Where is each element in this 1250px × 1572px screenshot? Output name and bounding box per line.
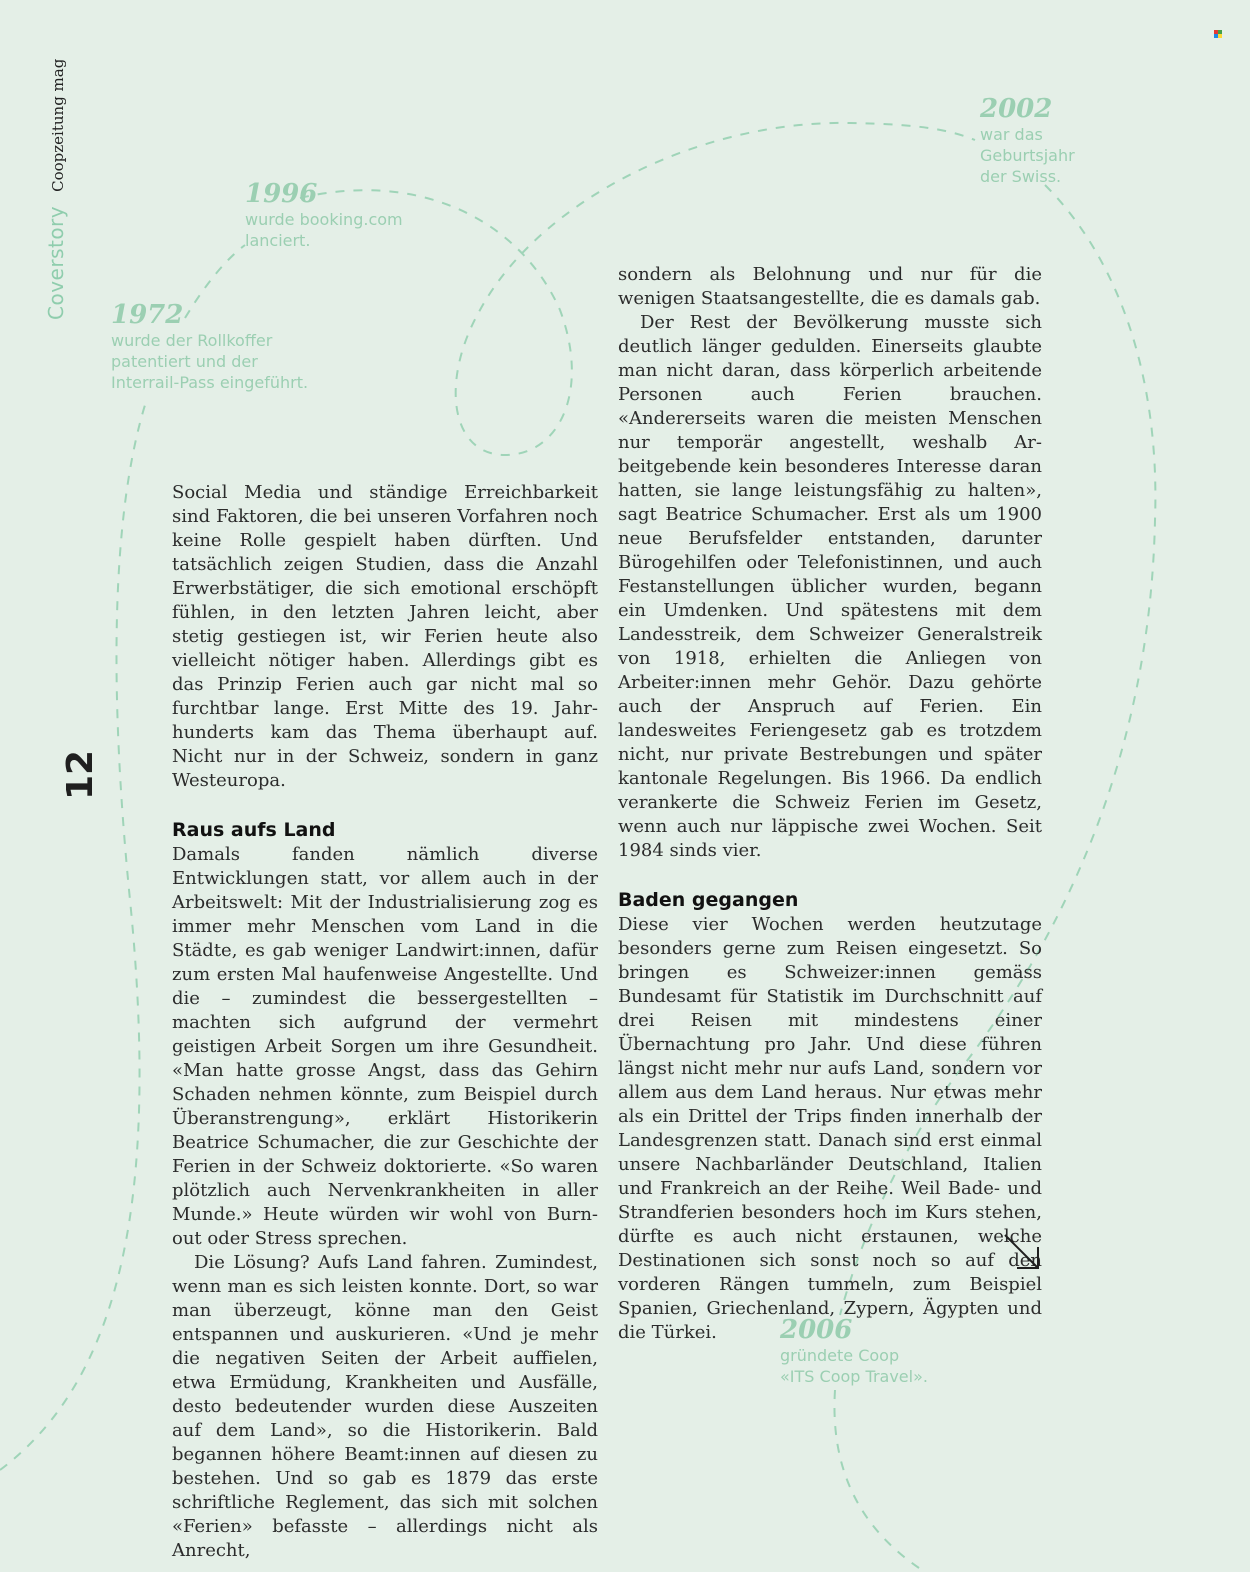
milestone-year: 1972 (111, 300, 184, 330)
article-column-left (172, 481, 598, 1563)
section-heading-baden-gegangen: Baden gegangen (618, 889, 799, 911)
milestone-2002 (980, 94, 1075, 187)
body-paragraph: Der Rest der Bevölkerung musste sich deutlich länger gedulden. Einerseits glaubte man nicht daran, dass körperlich arbeitende Personen auch Ferien brauchen. «Andererseits waren die meisten Menschen nur temporär angestellt, weshalb Arbeitgebende kein besonderes Interesse daran hatten, sie lange leistungsfähig zu halten», sagt Beatrice Schumacher. Erst als um 1900 neue Berufsfelder entstanden, darunter Bürogehilfen oder Telefonistinnen, und auch Festanstellungen üblicher wurden, begann ein Umdenken. Und spätestens mit dem Landesstreik, dem Schweizer Generalstreik von 1918, erhielten die Anliegen von Arbeiter:innen mehr Gehör. Dazu gehörte auch der Anspruch auf Ferien. Ein landesweites Feriengesetz gab es trotzdem nicht, nur private Bestrebungen und später kantonale Regelungen. Bis 1966. Da endlich verankerte die Schweiz Ferien im Gesetz, wenn auch nur läppische zwei Wochen. Seit 1984 sinds vier. (618, 312, 1042, 861)
body-paragraph: sondern als Belohnung und nur für die wenigen Staatsangestellte, die es damals gab. (618, 264, 1042, 309)
body-paragraph: Damals fanden nämlich diverse Entwicklungen statt, vor allem auch in der Arbeitswelt: Mit der Industrialisierung zog es immer mehr Menschen vom Land in die Städte, es gab weniger Landwirt:innen, dafür zum ersten Mal haufenweise Angestellte. Und die – zumindest die bessergestellten – machten sich aufgrund der vermehrt geistigen Arbeit Sorgen um ihre Gesundheit. «Man hatte grosse Angst, dass das Gehirn Schaden nehmen könnte, zum Beispiel durch Überanstrengung», erklärt Historikerin Beatrice Schumacher, die zur Geschichte der Ferien in der Schweiz doktorierte. «So waren plötzlich auch Nervenkrankheiten in aller Munde.» Heute würden wir wohl von Burn-out oder Stress sprechen. (172, 844, 598, 1249)
milestone-1972 (111, 300, 308, 393)
page-number: 12 (60, 749, 101, 800)
milestone-year: 1996 (245, 179, 318, 209)
arrow-down-right-icon (1003, 1233, 1041, 1271)
milestone-text: gründete Coop «ITS Coop Travel». (780, 1346, 928, 1386)
print-color-mark (1214, 30, 1222, 38)
milestone-year: 2006 (780, 1315, 853, 1345)
body-paragraph: Die Lösung? Aufs Land fahren. Zumindest, wenn man es sich leisten konnte. Dort, so war man überzeugt, könne man den Geist entspannen und auskurieren. «Und je mehr die negativen Seiten der Arbeit auffielen, etwa Ermüdung, Krankheiten und Ausfälle, desto bedeutender wurden diese Auszeiten auf dem Land», so die Historikerin. Bald begannen höhere Beamt:innen auf diesen zu bestehen. Und so gab es 1879 das erste schriftliche Reglement, das sich mit solchen «Ferien» befasste – allerdings nicht als Anrecht, (172, 1252, 598, 1561)
magazine-name: Coopzeitung mag (49, 58, 67, 192)
milestone-1996 (245, 179, 403, 251)
body-paragraph: Diese vier Wochen werden heutzutage besonders gerne zum Reisen eingesetzt. So bringen es Schweizer:innen gemäss Bundesamt für Statistik im Durchschnitt auf drei Reisen mit mindestens einer Übernachtung pro Jahr. Und diese führen längst nicht mehr nur aufs Land, sondern vor allem aus dem Land heraus. Nur etwas mehr als ein Drittel der Trips finden innerhalb der Landesgrenzen statt. Danach sind erst einmal unsere Nachbarländer Deutschland, Italien und Frankreich an der Reihe. Weil Bade- und Strandferien besonders hoch im Kurs stehen, dürfte es auch nicht erstaunen, welche Destinationen sich sonst noch so auf den vorderen Rängen tummeln, zum Beispiel Spanien, Griechenland, Zypern, Ägypten und die Türkei. (618, 914, 1042, 1343)
section-name: Coverstory (44, 205, 68, 320)
section-heading-raus-aufs-land: Raus aufs Land (172, 819, 336, 841)
milestone-year: 2002 (980, 94, 1053, 124)
milestone-text: wurde der Rollkoffer patentiert und der Interrail-Pass eingeführt. (111, 331, 309, 392)
intro-paragraph: Social Media und ständige Erreichbarkeit sind Faktoren, die bei unseren Vorfahren noch keine Rolle gespielt haben dürften. Und tatsächlich zeigen Studien, dass die Anzahl Erwerbstätiger, die sich emotional erschöpft fühlen, in den letzten Jahren leicht, aber stetig gestiegen ist, wir Ferien heute also vielleicht nötiger haben. Allerdings gibt es das Prinzip Ferien auch gar nicht mal so furchtbar lange. Erst Mitte des 19. Jahrhunderts kam das Thema überhaupt auf. Nicht nur in der Schweiz, sondern in ganz Westeuropa. (172, 482, 598, 791)
milestone-text: wurde booking.com lanciert. (245, 210, 403, 250)
article-column-right (618, 263, 1042, 1345)
milestone-text: war das Geburtsjahr der Swiss. (980, 125, 1075, 186)
side-label (44, 59, 68, 320)
